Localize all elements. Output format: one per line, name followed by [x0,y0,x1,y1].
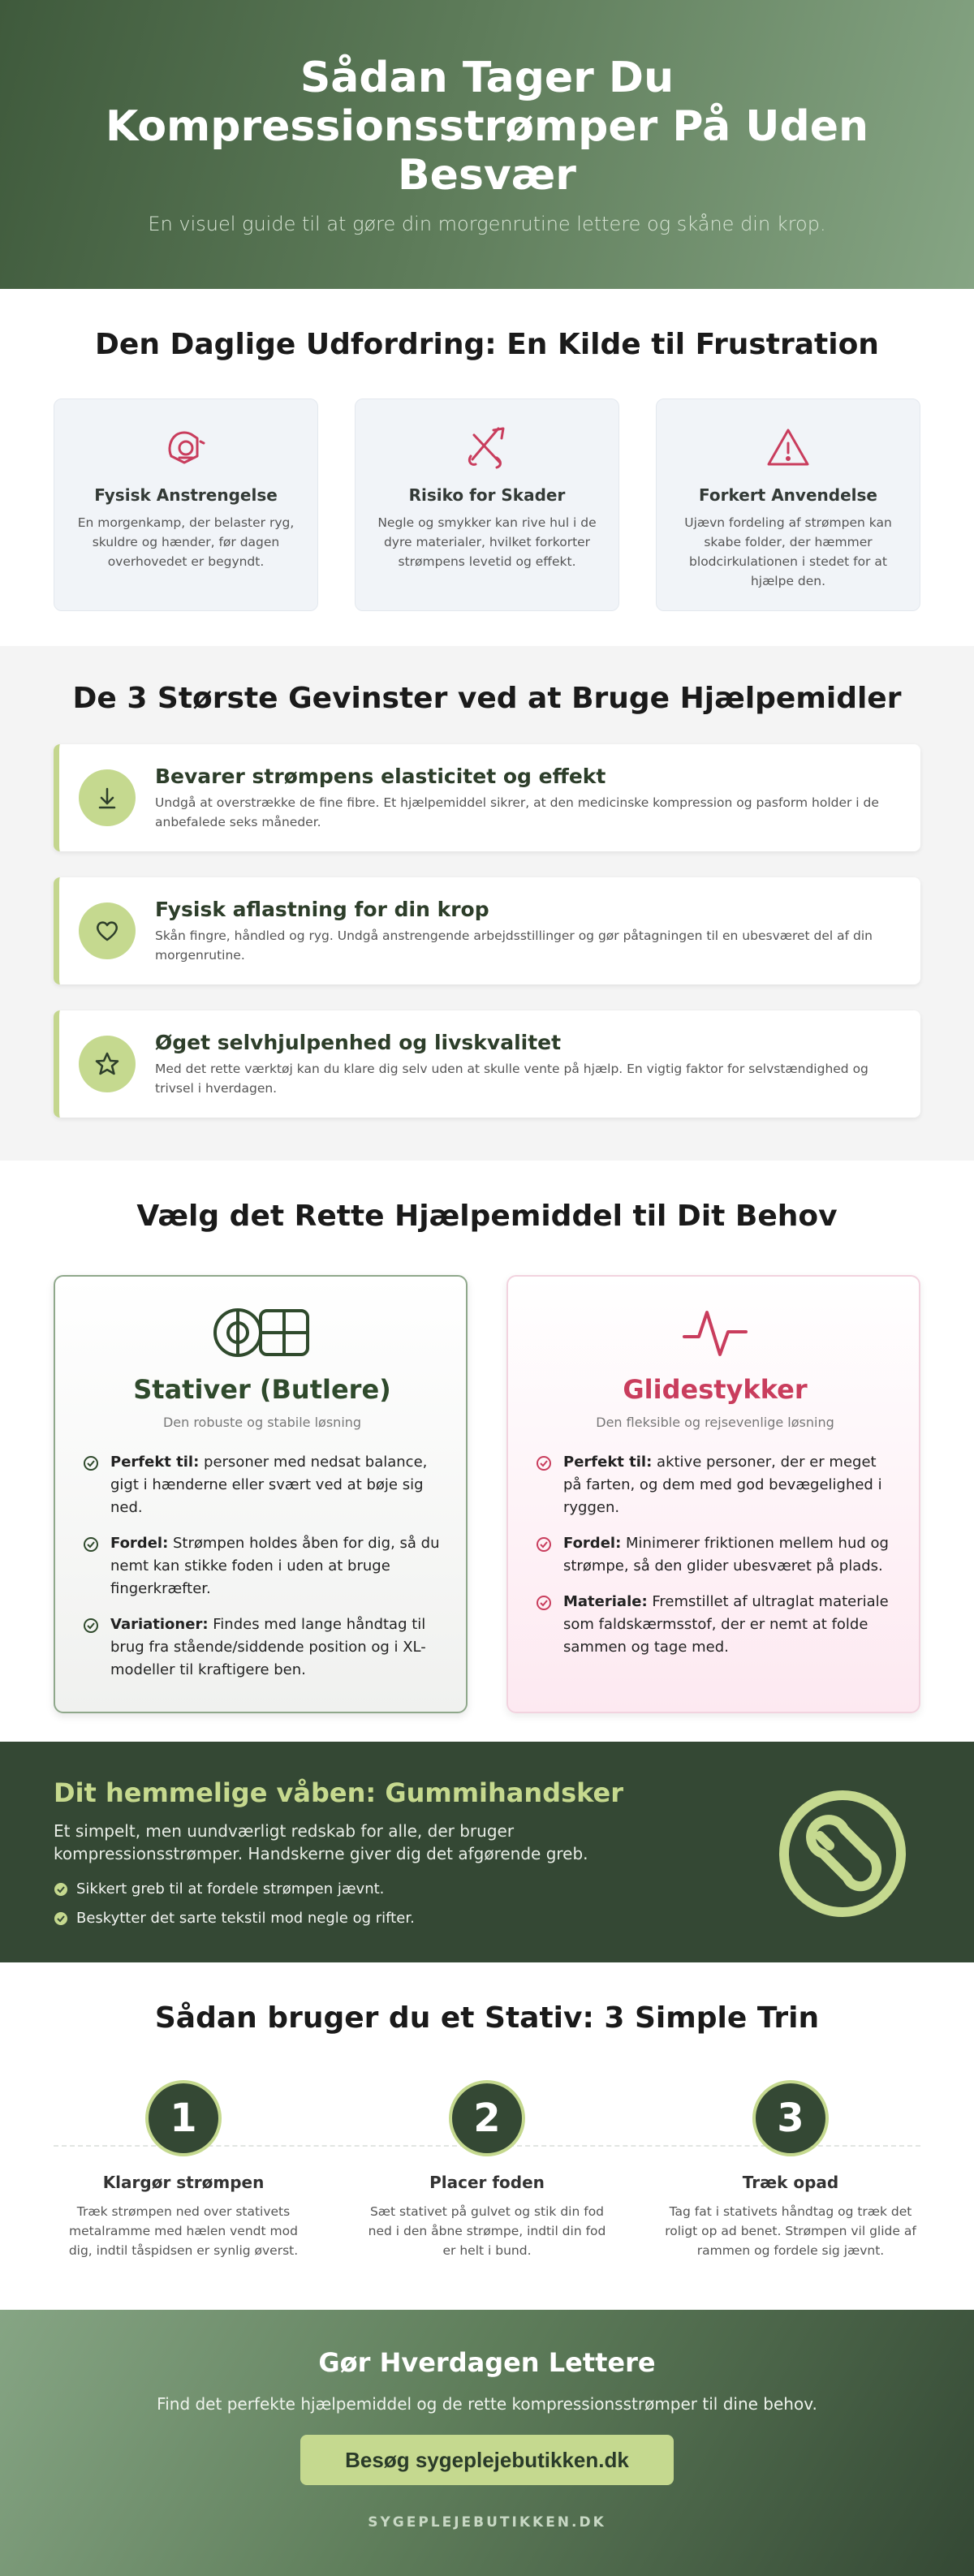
stand-title: Stativer (Butlere) [133,1374,391,1405]
list-item [536,1591,894,1659]
point-text: Strømpen holdes åben for dig, så du nemt kan stikke foden i uden at bruge fingerkræfter. [110,1535,440,1597]
gain-item [54,744,920,851]
gain-text: Undgå at overstrække de fine fibre. Et hjælpemiddel sikrer, at den medicinske kompression og pasform holder i de anbefalede seks måneder. [155,795,879,829]
slider-points [536,1451,894,1659]
challenge-section [0,289,974,646]
gloves-point-text: Sikkert greb til at fordele strømpen jævnt. [76,1880,385,1898]
check-circle-icon [83,1618,99,1634]
challenge-cards [54,398,920,611]
step-text: Træk strømpen ned over stativets metalramme med hælen vendt mod dig, indtil tåspidsen er synlig øverst. [68,2204,299,2258]
point-text: personer med nedsat balance, gigt i hænderne eller svært ved at bøje sig ned. [110,1454,428,1516]
gain-text: Skån fingre, håndled og ryg. Undgå anstrengende arbejdsstillinger og gør påtagningen til en ubesværet del af din morgenrutine. [155,928,873,963]
step-item [54,2080,313,2260]
point-label: Perfekt til: [563,1454,653,1471]
step-text: Sæt stativet på gulvet og stik din fod ned i den åbne strømpe, indtil din fod er helt i bund. [368,2204,606,2258]
stand-card [54,1275,468,1713]
arrow-down-icon [93,784,121,812]
point-text: aktive personer, der er meget på farten, og dem med god bevægelighed i ryggen. [563,1454,882,1516]
gain-icon-circle [79,769,136,826]
list-item [83,1532,442,1600]
challenge-title: Den Daglige Udfordring: En Kilde til Frustration [95,328,879,361]
gain-item [54,877,920,984]
step-number: 3 [752,2080,829,2156]
hero-banner [0,0,974,289]
slider-title: Glidestykker [623,1374,808,1405]
list-item [536,1532,894,1578]
point-text: Findes med lange håndtag til brug fra stående/siddende position og i XL-modeller til kraftigere ben. [110,1616,426,1678]
strain-icon [160,422,212,474]
step-number: 2 [449,2080,525,2156]
gloves-title: Dit hemmelige våben: Gummihandsker [54,1777,624,1808]
challenge-card-title: Forkert Anvendelse [699,485,877,505]
cta-text: Find det perfekte hjælpemiddel og de rette kompressionsstrømper til dine behov. [157,2394,817,2414]
gain-title: Øget selvhjulpenhed og livskvalitet [155,1030,562,1054]
point-label: Fordel: [110,1535,169,1552]
page-title: Sådan Tager Du Kompressionsstrømper På Uden Besvær [105,54,869,200]
stand-icon [213,1304,311,1361]
point-text: Minimerer friktionen mellem hud og strømpe, så den glider ubesværet på plads. [563,1535,889,1574]
check-circle-icon [536,1455,552,1471]
choose-section [0,1161,974,1742]
slider-card [506,1275,920,1713]
gains-title: De 3 Største Gevinster ved at Bruge Hjælpemidler [72,682,902,715]
cta-section [0,2310,974,2576]
challenge-card-text: Negle og smykker kan rive hul i de dyre materialer, hvilket forkorter strømpens levetid og effekt. [377,515,597,569]
stand-points [83,1451,442,1682]
gains-list [0,744,974,1118]
warning-icon [762,422,814,474]
steps-list [54,2080,920,2260]
brand-footer: SYGEPLEJEBUTIKKEN.DK [368,2514,606,2531]
point-text: Fremstillet af ultraglat materiale som faldskærmsstof, der er nemt at folde sammen og tage med. [563,1593,889,1656]
step-item [357,2080,617,2260]
gain-title: Fysisk aflastning for din krop [155,897,489,921]
step-number: 1 [145,2080,222,2156]
heart-icon [93,917,121,945]
gloves-text: Et simpelt, men uundværligt redskab for alle, der bruger kompressionsstrømper. Handskerne giver dig det afgørende greb. [54,1821,588,1863]
check-circle-icon [54,1911,68,1926]
gain-icon-circle [79,902,136,959]
choose-title: Vælg det Rette Hjælpemiddel til Dit Behov [136,1200,838,1233]
list-item [83,1613,442,1682]
point-label: Materiale: [563,1593,648,1610]
step-title: Træk opad [742,2173,839,2192]
page-subtitle: En visuel guide til at gøre din morgenrutine lettere og skåne din krop. [148,213,826,235]
visit-shop-button[interactable]: Besøg sygeplejebutikken.dk [300,2435,674,2485]
gloves-point-text: Beskytter det sarte tekstil mod negle og rifter. [76,1910,415,1927]
challenge-card [355,398,619,611]
step-title: Klargør strømpen [102,2173,265,2192]
check-circle-icon [83,1536,99,1553]
challenge-card-text: En morgenkamp, der belaster ryg, skuldre og hænder, før dagen overhovedet er begyndt. [77,515,295,569]
check-circle-icon [83,1455,99,1471]
challenge-card-text: Ujævn fordeling af strømpen kan skabe folder, der hæmmer blodcirkulationen i stedet for at hjælpe den. [684,515,892,588]
cross-icon [461,422,513,474]
gain-title: Bevarer strømpens elasticitet og effekt [155,764,606,788]
step-title: Placer foden [429,2173,545,2192]
steps-section [0,1962,974,2310]
gains-section [0,646,974,1161]
steps-title: Sådan bruger du et Stativ: 3 Simple Trin [154,2001,820,2035]
point-label: Perfekt til: [110,1454,200,1471]
challenge-card [54,398,318,611]
star-icon [93,1050,121,1078]
gain-icon-circle [79,1036,136,1092]
point-label: Fordel: [563,1535,622,1552]
check-circle-icon [536,1536,552,1553]
list-item [83,1451,442,1519]
pulse-icon [666,1304,764,1361]
step-text: Tag fat i stativets håndtag og træk det roligt op ad benet. Strømpen vil glide af rammen og fordele sig jævnt. [665,2204,916,2258]
wrench-icon [778,1789,907,1919]
gain-item [54,1010,920,1118]
gloves-section [0,1742,974,1962]
challenge-card-title: Risiko for Skader [408,485,566,505]
challenge-card-title: Fysisk Anstrengelse [94,485,278,505]
check-circle-icon [536,1595,552,1611]
step-item [661,2080,920,2260]
cta-title: Gør Hverdagen Lettere [318,2347,656,2378]
point-label: Variationer: [110,1616,209,1633]
list-item [536,1451,894,1519]
gain-text: Med det rette værktøj kan du klare dig selv uden at skulle vente på hjælp. En vigtig faktor for selvstændighed og trivsel i hverdagen. [155,1061,868,1096]
check-circle-icon [54,1882,68,1897]
aid-options [54,1275,920,1713]
challenge-card [656,398,920,611]
slider-subtitle: Den fleksible og rejsevenlige løsning [596,1415,834,1430]
stand-subtitle: Den robuste og stabile løsning [162,1415,362,1430]
